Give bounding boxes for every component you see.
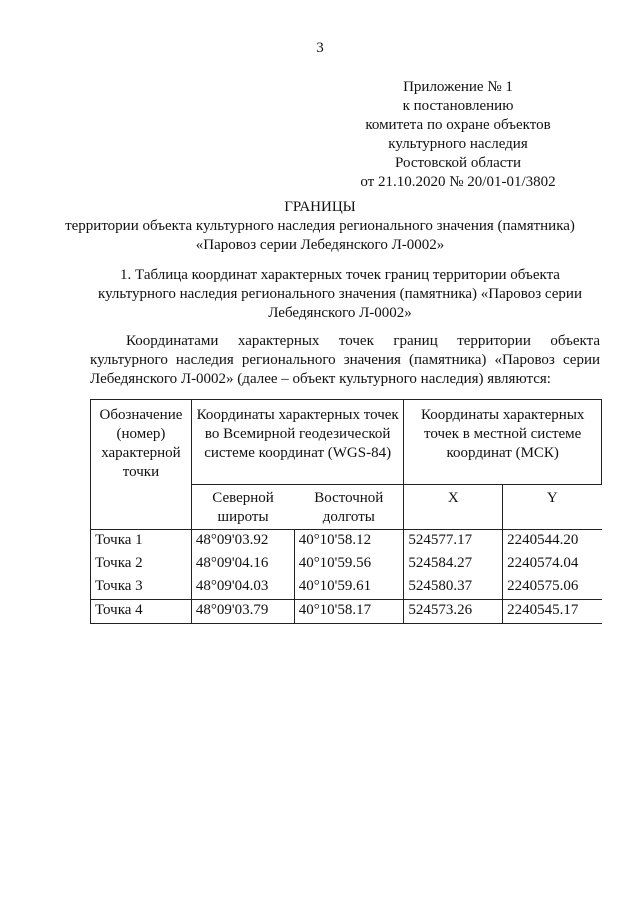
cell-y: 2240575.06	[507, 578, 579, 594]
appendix-line: Приложение № 1	[403, 79, 513, 95]
section-heading	[80, 266, 600, 323]
header-msk: Координаты характерных точек в местной системе координат (МСК)	[404, 400, 602, 485]
section-line: 1. Таблица координат характерных точек границ территории объекта	[120, 267, 560, 283]
cell-y: 2240574.04	[507, 555, 579, 571]
appendix-block	[328, 78, 588, 192]
header-wgs: Координаты характерных точек во Всемирной геодезической системе координат (WGS-84)	[191, 400, 404, 485]
table-row	[91, 600, 602, 624]
cell-x: 524573.26	[404, 600, 503, 624]
cell-y: 2240545.17	[503, 600, 602, 624]
section-line: Лебедянского Л-0002»	[268, 305, 412, 321]
cell-lat: 48°09'03.79	[191, 600, 294, 624]
title-line: территории объекта культурного наследия регионального значения (памятника)	[65, 218, 575, 234]
appendix-line: комитета по охране объектов	[365, 117, 551, 133]
cell-lat: 48°09'04.03	[191, 576, 294, 600]
header-y: Y	[503, 485, 602, 530]
cell-lon: 40°10'58.12	[294, 530, 404, 554]
appendix-line: от 21.10.2020 № 20/01-01/3802	[360, 174, 556, 190]
page-number: 3	[316, 40, 324, 56]
appendix-line: культурного наследия	[388, 136, 528, 152]
cell-y: 2240544.20	[503, 530, 602, 554]
title-line: «Паровоз серии Лебедянского Л-0002»	[195, 237, 445, 253]
title-heading: ГРАНИЦЫ	[284, 199, 356, 215]
appendix-line: Ростовской области	[395, 155, 521, 171]
table-row	[91, 530, 602, 554]
cell-x: 524580.37	[404, 576, 503, 600]
cell-point: Точка 4	[91, 600, 192, 624]
header-x: X	[404, 485, 503, 530]
coordinates-table	[90, 399, 602, 624]
cell-lon: 40°10'59.56	[294, 553, 404, 576]
cell-point: Точка 1	[91, 530, 192, 554]
header-east: Восточной долготы	[294, 485, 404, 530]
document-title	[60, 198, 580, 255]
table-row	[91, 553, 602, 576]
cell-lon: 40°10'59.61	[294, 576, 404, 600]
cell-lat: 48°09'04.16	[191, 553, 294, 576]
section-line: культурного наследия регионального значения (памятника) «Паровоз серии	[98, 286, 582, 302]
intro-paragraph: Координатами характерных точек границ территории объекта культурного наследия регионального значения (памятника) «Паровоз серии Лебедянского Л-0002» (далее – объект культурного наследия) являются:	[90, 333, 600, 387]
cell-x: 524577.17	[404, 530, 503, 554]
cell-lat: 48°09'03.92	[191, 530, 294, 554]
header-designation: Обозначение (номер) характерной точки	[91, 400, 192, 530]
cell-lon: 40°10'58.17	[294, 600, 404, 624]
table-row	[91, 576, 602, 600]
cell-point: Точка 3	[91, 576, 192, 600]
table-header-row	[91, 400, 602, 485]
cell-point: Точка 2	[91, 553, 192, 576]
header-north: Северной широты	[191, 485, 294, 530]
cell-x: 524584.27	[404, 553, 503, 576]
appendix-line: к постановлению	[402, 98, 514, 114]
